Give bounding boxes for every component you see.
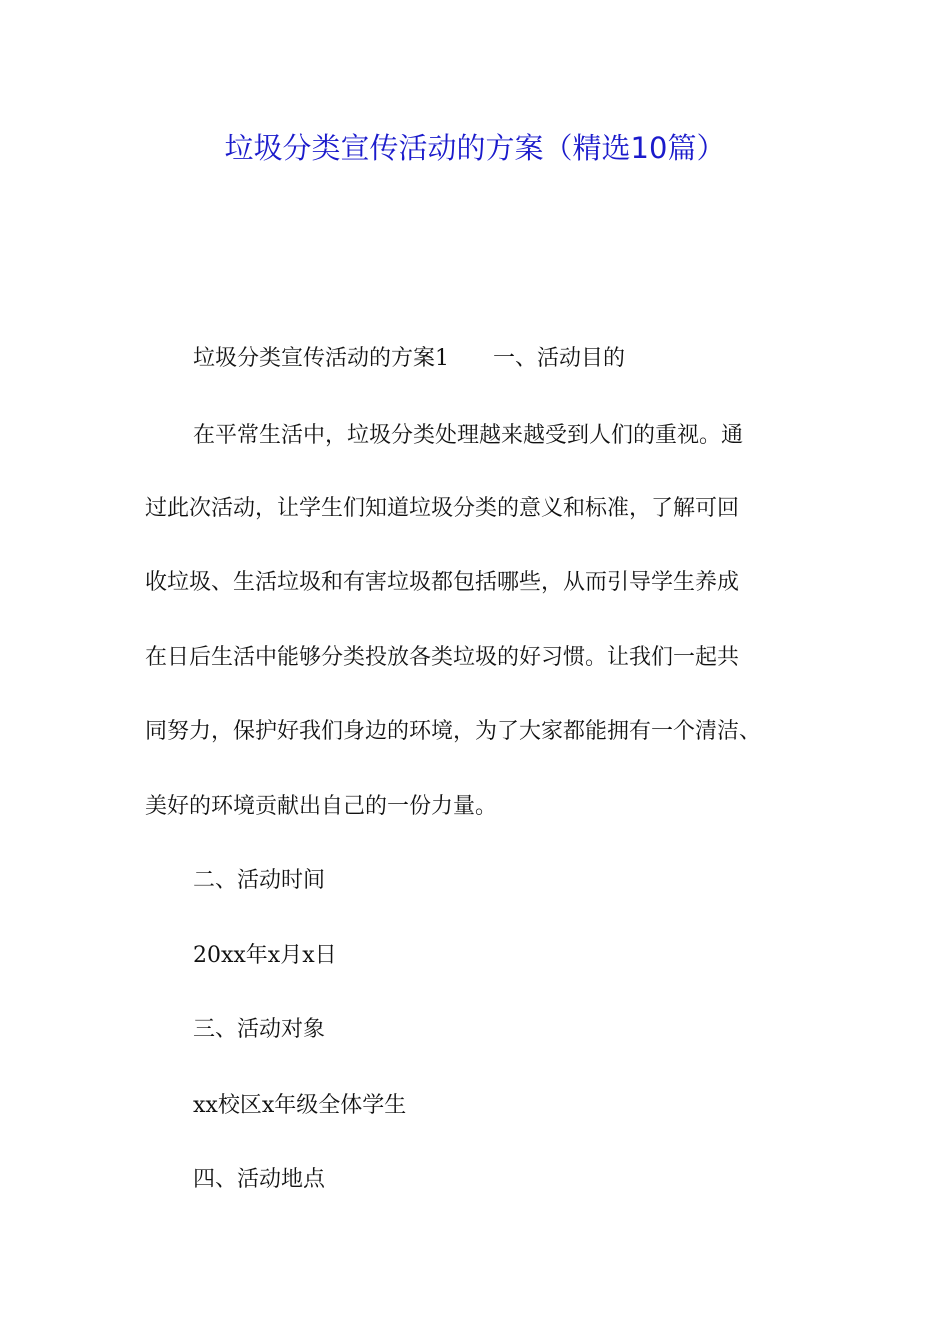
section-heading-time: 二、活动时间 — [193, 868, 326, 893]
paragraph-line: 同努力，保护好我们身边的环境，为了大家都能拥有一个清洁、 — [145, 719, 762, 744]
paragraph-line: 美好的环境贡献出自己的一份力量。 — [145, 794, 498, 819]
plan-heading-line: 垃圾分类宣传活动的方案1 一、活动目的 — [193, 346, 625, 371]
time-value: 20xx年x月x日 — [193, 943, 337, 968]
paragraph-line: 过此次活动，让学生们知道垃圾分类的意义和标准，了解可回 — [145, 496, 740, 521]
target-value: xx校区x年级全体学生 — [193, 1093, 407, 1118]
section-heading-location: 四、活动地点 — [193, 1167, 326, 1192]
paragraph-line: 收垃圾、生活垃圾和有害垃圾都包括哪些，从而引导学生养成 — [145, 570, 740, 595]
paragraph-line: 在日后生活中能够分类投放各类垃圾的好习惯。让我们一起共 — [145, 645, 740, 670]
document-title: 垃圾分类宣传活动的方案（精选10篇） — [224, 131, 726, 165]
paragraph-line: 在平常生活中，垃圾分类处理越来越受到人们的重视。通 — [193, 423, 744, 448]
section-heading-target: 三、活动对象 — [193, 1017, 326, 1042]
